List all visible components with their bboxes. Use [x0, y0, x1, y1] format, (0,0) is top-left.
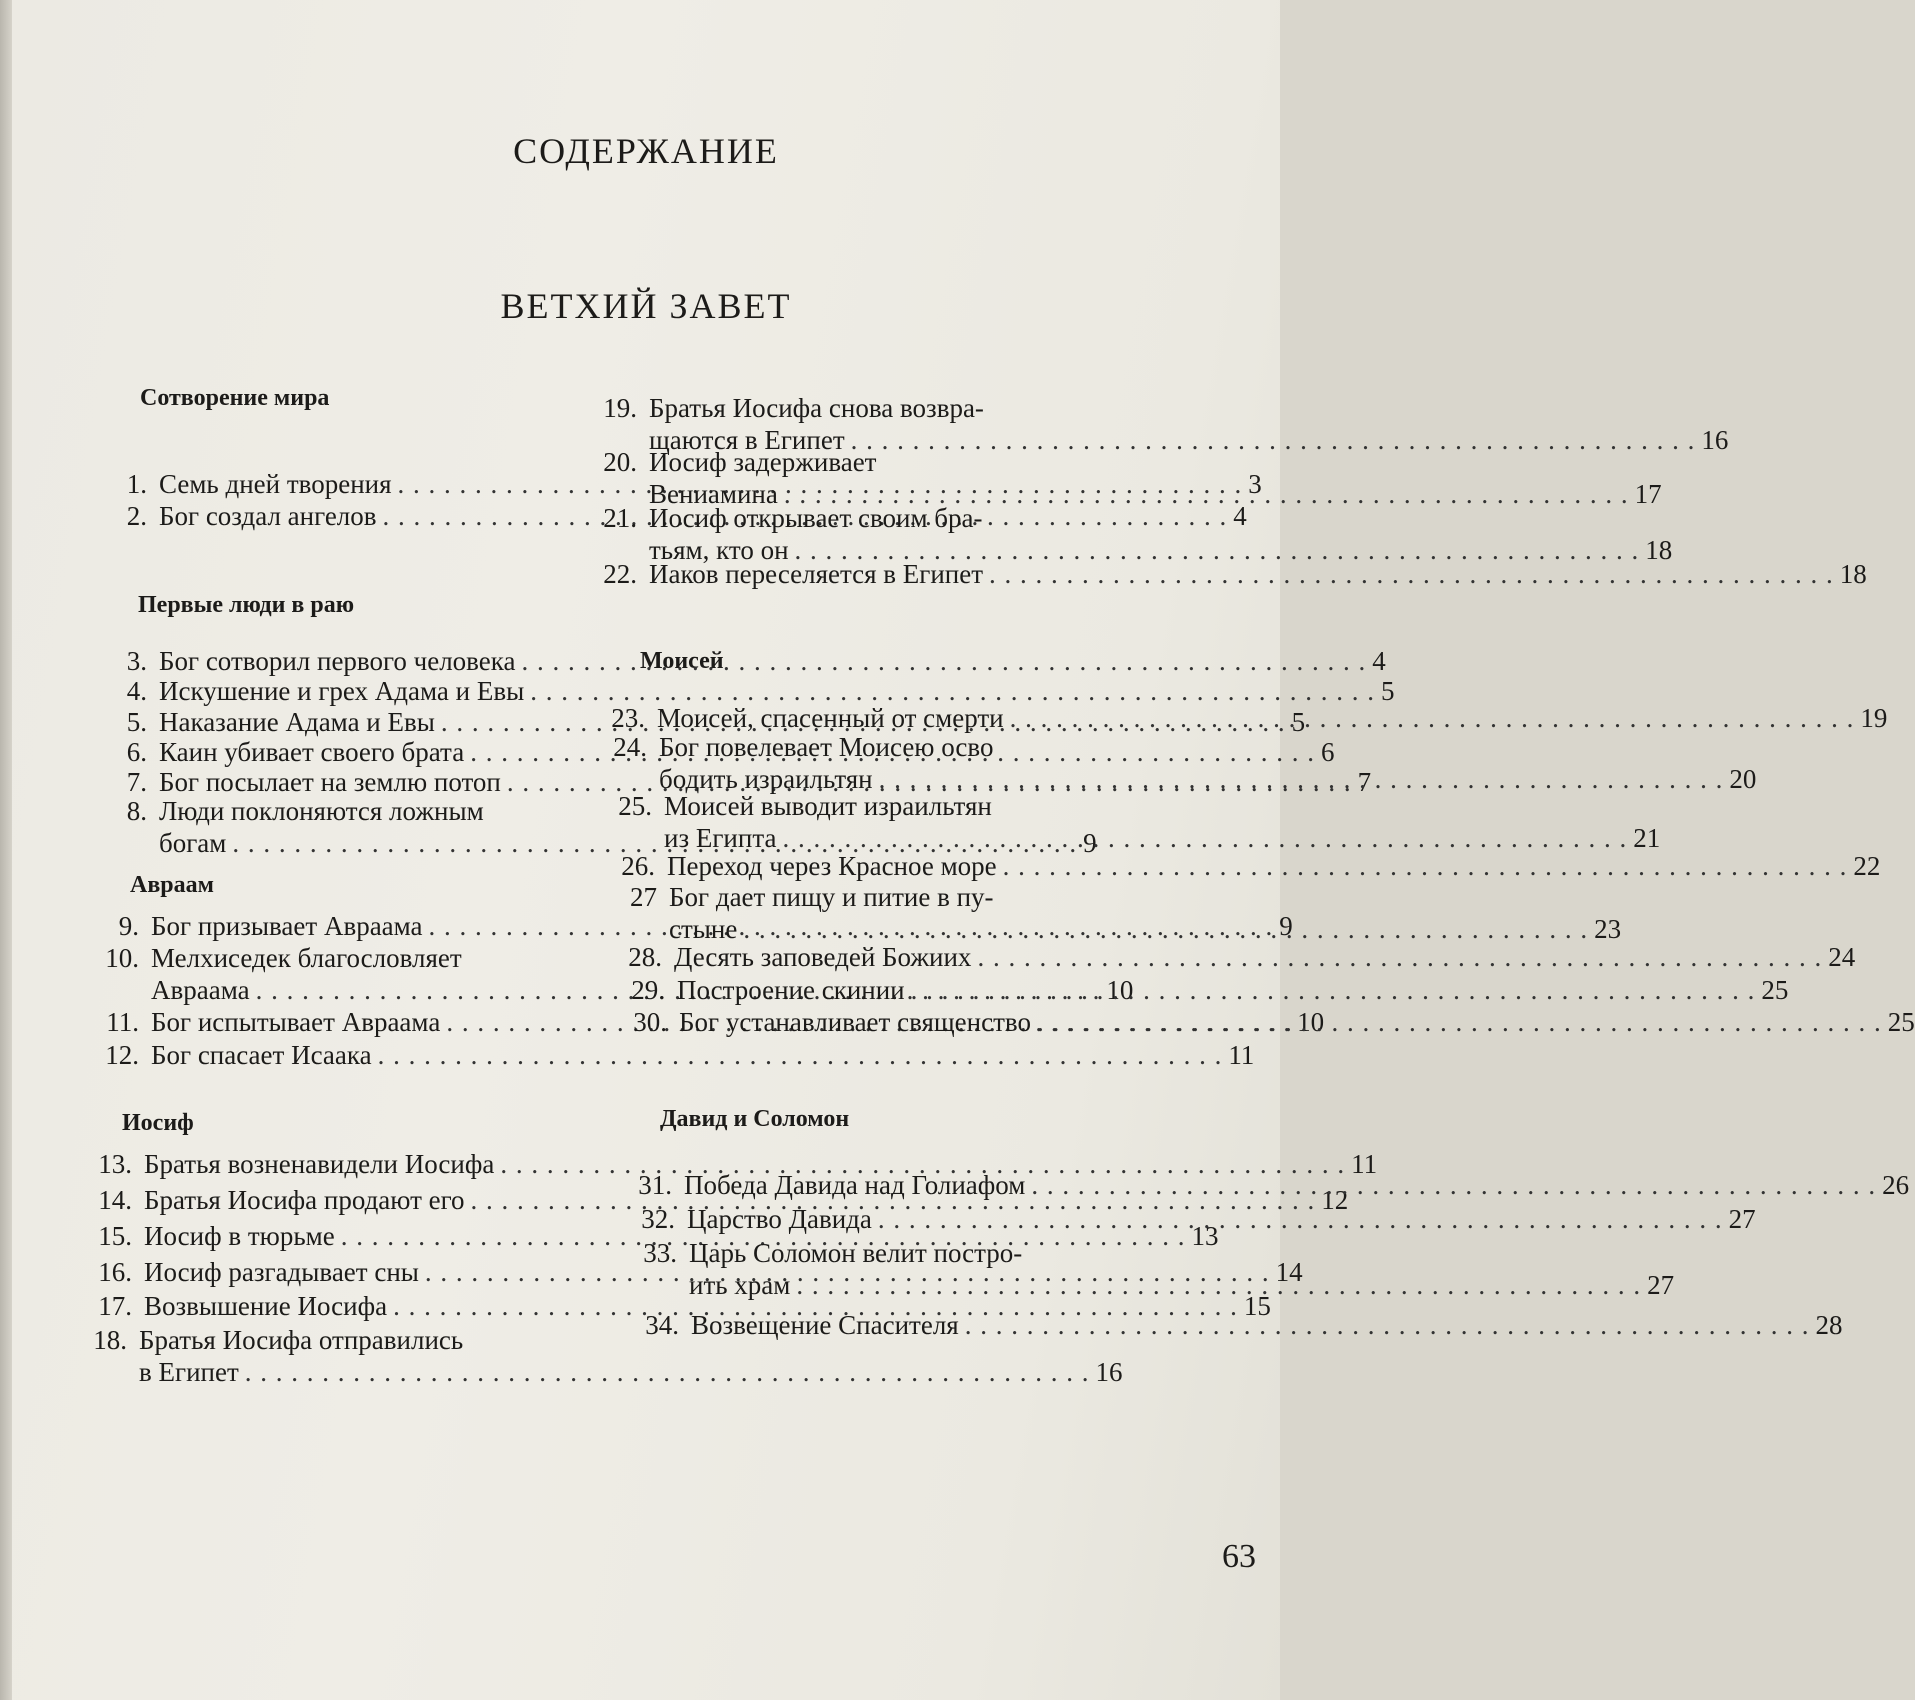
entry-number: 9. — [118, 911, 139, 941]
entry-page: 18 — [1839, 559, 1867, 589]
entry-title: Иаков переселяется в Египет — [649, 559, 984, 589]
entry-title: тьям, кто он — [649, 535, 789, 565]
toc-entry[interactable] — [607, 941, 1856, 973]
entry-number: 1. — [126, 469, 147, 499]
entry-number: 31. — [638, 1170, 672, 1200]
entry-page: 11 — [1228, 1040, 1255, 1070]
dot-leader — [1003, 850, 1848, 882]
entry-page: 18 — [1645, 535, 1673, 565]
entry-page: 4 — [1372, 646, 1386, 676]
entry-number: 23. — [611, 703, 645, 733]
entry-title: Люди поклоняются ложным — [159, 796, 484, 826]
toc-entry[interactable] — [624, 1309, 1843, 1341]
entry-title: Царство Давида — [687, 1204, 872, 1234]
dot-leader — [977, 941, 1822, 973]
entry-title: Иосиф в тюрьме — [144, 1221, 335, 1251]
page-gutter-shadow — [0, 0, 12, 1700]
entry-page: 9 — [1083, 828, 1097, 858]
entry-number: 19. — [603, 393, 637, 423]
entry-title: Моисей, спасенный от смерти — [657, 703, 1004, 733]
entry-title: Братья Иосифа продают его — [144, 1185, 465, 1215]
dot-leader — [245, 1356, 1090, 1388]
entry-title: богам — [159, 828, 227, 858]
entry-page: 4 — [1233, 501, 1247, 531]
entry-number: 15. — [98, 1221, 132, 1251]
entry-title: Переход через Красное море — [667, 851, 997, 881]
entry-title: Бог спасает Исаака — [151, 1040, 372, 1070]
toc-entry[interactable] — [84, 1039, 1255, 1071]
entry-title: Братья Иосифа снова возвра- — [649, 393, 984, 423]
entry-title: Наказание Адама и Евы — [159, 707, 435, 737]
entry-number: 2. — [126, 501, 147, 531]
dot-leader — [378, 1039, 1223, 1071]
entry-page: 9 — [1279, 911, 1293, 941]
entry-title: из Египта — [664, 823, 777, 853]
entry-number: 3. — [126, 646, 147, 676]
entry-number: 26. — [621, 851, 655, 881]
entry-title: Иосиф задерживает — [649, 447, 877, 477]
toc-entry[interactable] — [582, 502, 1673, 566]
entry-number: 12. — [105, 1040, 139, 1070]
entry-number: 21. — [603, 503, 637, 533]
entry-page: 16 — [1701, 425, 1729, 455]
entry-page: 20 — [1729, 764, 1757, 794]
entry-page: 15 — [1243, 1291, 1271, 1321]
toc-entry[interactable] — [582, 446, 1662, 510]
entry-number: 10. — [105, 943, 139, 973]
entry-title: Искушение и грех Адама и Евы — [159, 676, 525, 706]
dot-leader — [796, 1269, 1641, 1301]
toc-entry[interactable] — [582, 558, 1867, 590]
entry-title: Иосиф открывает своим бра- — [649, 503, 983, 533]
toc-entry[interactable] — [592, 731, 1757, 795]
entry-number: 34. — [645, 1310, 679, 1340]
entry-page: 7 — [1357, 767, 1372, 797]
section-heading: Давид и Соломон — [660, 1106, 850, 1132]
book-page — [12, 0, 1915, 1700]
dot-leader — [878, 1203, 1723, 1235]
entry-title: Победа Давида над Голиафом — [684, 1170, 1026, 1200]
entry-number: 22. — [603, 559, 637, 589]
dot-leader — [989, 558, 1834, 590]
entry-number: 17. — [98, 1291, 132, 1321]
dot-leader — [1037, 1006, 1882, 1038]
entry-page: 12 — [1321, 1185, 1349, 1215]
entry-title: Бог призывает Авраама — [151, 911, 423, 941]
entry-title: Иосиф разгадывает сны — [144, 1257, 419, 1287]
toc-entry[interactable] — [590, 702, 1888, 734]
entry-title: Бог испытывает Авраама — [151, 1007, 441, 1037]
entry-title: Возвещение Спасителя — [691, 1310, 959, 1340]
entry-title: Бог создал ангелов — [159, 501, 377, 531]
entry-number: 29. — [631, 975, 665, 1005]
entry-page: 13 — [1191, 1221, 1219, 1251]
entry-title: Бог повелевает Моисею осво — [659, 732, 994, 762]
entry-page: 28 — [1815, 1310, 1843, 1340]
entry-title: Десять заповедей Божиих — [674, 942, 972, 972]
entry-title: Бог сотворил первого человека — [159, 646, 516, 676]
section-heading: Сотворение мира — [140, 385, 330, 411]
dot-leader — [1010, 702, 1855, 734]
page-number: 63 — [1222, 1538, 1256, 1575]
entry-title: Бог дает пищу и питие в пу- — [669, 882, 994, 912]
entry-number: 30. — [633, 1007, 667, 1037]
entry-number: 8. — [126, 796, 147, 826]
entry-page: 5 — [1291, 707, 1306, 737]
entry-title: Братья Иосифа отправились — [139, 1325, 464, 1355]
entry-number: 20. — [603, 447, 637, 477]
entry-title: Братья возненавидели Иосифа — [144, 1149, 495, 1179]
entry-number: 14. — [98, 1185, 132, 1215]
entry-title: Построение скинии — [677, 975, 905, 1005]
entry-page: 5 — [1380, 676, 1395, 706]
entry-title: ить храм — [689, 1270, 791, 1300]
entry-number: 6. — [126, 737, 147, 767]
toc-entry[interactable] — [600, 850, 1881, 882]
entry-number: 16. — [98, 1257, 132, 1287]
entry-title: Каин убивает своего брата — [159, 737, 465, 767]
toc-entry[interactable] — [77, 1220, 1219, 1252]
entry-title: Вениамина — [649, 479, 778, 509]
entry-title: стыне — [669, 914, 738, 944]
testament-title: ВЕТХИЙ ЗАВЕТ — [500, 286, 792, 326]
section-heading: Моисей — [640, 648, 724, 674]
entry-page: 23 — [1594, 914, 1622, 944]
entry-title: Семь дней творения — [159, 469, 392, 499]
entry-number: 5. — [126, 707, 147, 737]
entry-number: 13. — [98, 1149, 132, 1179]
toc-entry[interactable] — [92, 675, 1395, 707]
toc-entry[interactable] — [610, 974, 1789, 1006]
entry-number: 25. — [618, 791, 652, 821]
entry-page: 16 — [1095, 1357, 1123, 1387]
entry-page: 6 — [1320, 737, 1335, 767]
entry-title: в Египет — [139, 1357, 239, 1387]
section-heading: Авраам — [130, 872, 214, 898]
entry-number: 33. — [643, 1238, 677, 1268]
entry-title: Моисей выводит израильтян — [664, 791, 992, 821]
entry-page: 10 — [1106, 975, 1134, 1005]
entry-page: 26 — [1882, 1170, 1910, 1200]
entry-title: бодить израильтян — [659, 764, 873, 794]
entry-number: 4. — [126, 676, 147, 706]
entry-page: 3 — [1248, 469, 1262, 499]
entry-number: 24. — [613, 732, 647, 762]
entry-page: 11 — [1351, 1149, 1378, 1179]
entry-page: 22 — [1853, 851, 1881, 881]
entry-title: Бог посылает на землю потоп — [159, 767, 501, 797]
entry-title: Мелхиседек благословляет — [151, 943, 462, 973]
entry-page: 14 — [1275, 1257, 1303, 1287]
dot-leader — [521, 645, 1366, 677]
dot-leader — [911, 974, 1756, 1006]
entry-title: щаются в Египет — [649, 425, 845, 455]
entry-title: Авраама — [151, 975, 250, 1005]
entry-page: 25 — [1887, 1007, 1915, 1037]
entry-number: 18. — [93, 1325, 127, 1355]
entry-title: Царь Соломон велит постро- — [689, 1238, 1023, 1268]
page-title: СОДЕРЖАНИЕ — [513, 131, 779, 171]
entry-number: 7. — [126, 767, 147, 797]
toc-entry[interactable] — [77, 1148, 1378, 1180]
toc-entry[interactable] — [77, 1290, 1271, 1322]
entry-page: 25 — [1761, 975, 1789, 1005]
entry-number: 27 — [630, 882, 657, 912]
entry-title: Возвышение Иосифа — [144, 1291, 388, 1321]
toc-entry[interactable] — [620, 1203, 1756, 1235]
section-heading: Первые люди в раю — [138, 592, 355, 618]
entry-number: 11. — [106, 1007, 139, 1037]
entry-page: 24 — [1828, 942, 1856, 972]
toc-entry[interactable] — [597, 790, 1661, 854]
entry-page: 27 — [1728, 1204, 1756, 1234]
section-heading: Иосиф — [122, 1110, 194, 1136]
dot-leader — [965, 1309, 1810, 1341]
entry-title: Бог устанавливает священство — [679, 1007, 1031, 1037]
entry-page: 19 — [1860, 703, 1888, 733]
entry-number: 28. — [628, 942, 662, 972]
entry-page: 10 — [1297, 1007, 1325, 1037]
entry-page: 17 — [1634, 479, 1662, 509]
entry-page: 21 — [1633, 823, 1661, 853]
dot-leader — [1031, 1169, 1876, 1201]
toc-entry[interactable] — [602, 881, 1622, 945]
entry-page: 27 — [1647, 1270, 1675, 1300]
entry-number: 32. — [641, 1204, 675, 1234]
